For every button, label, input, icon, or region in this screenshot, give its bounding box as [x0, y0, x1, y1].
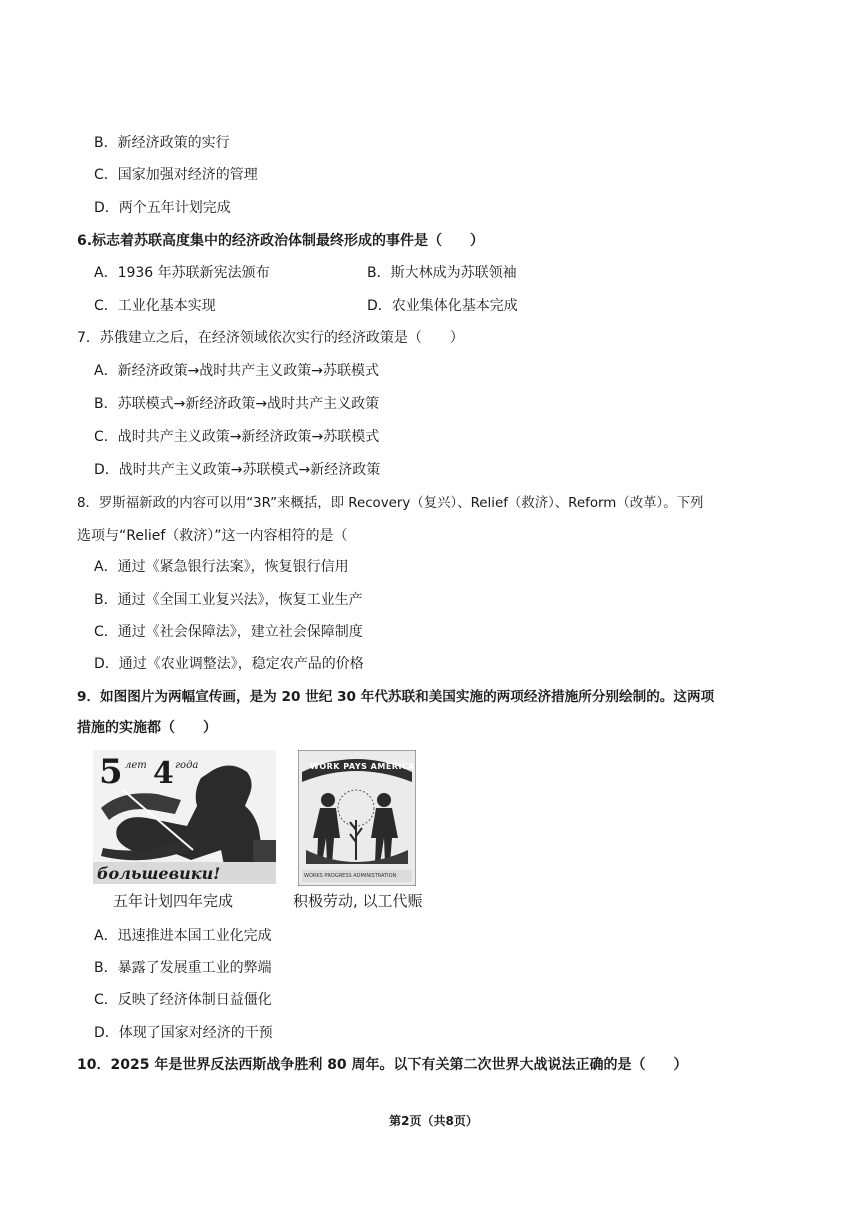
q8-option-b: B．通过《全国工业复兴法》，恢复工业生产 — [94, 592, 363, 608]
q6-option-b: B．斯大林成为苏联领袖 — [367, 265, 517, 281]
q7-option-a: A．新经济政策→战时共产主义政策→苏联模式 — [94, 363, 380, 379]
page-footer: 第2页（共8页） — [389, 1114, 478, 1128]
q5-option-b: B．新经济政策的实行 — [94, 135, 230, 151]
q8-option-c: C．通过《社会保障法》，建立社会保障制度 — [94, 624, 363, 640]
poster2-bottom-text: WORKS PROGRESS ADMINISTRATION — [304, 873, 397, 879]
q10-stem: 10．2025 年是世界反法西斯战争胜利 80 周年。以下有关第二次世界大战说法正确的是（ ） — [77, 1057, 688, 1073]
q8-option-d: D．通过《农业调整法》，稳定农产品的价格 — [94, 656, 364, 672]
q9-option-b: B．暴露了发展重工业的弊端 — [94, 960, 272, 976]
q6-stem: 6.标志着苏联高度集中的经济政治体制最终形成的事件是（ ） — [77, 233, 485, 249]
q6-option-c: C．工业化基本实现 — [94, 298, 216, 314]
poster1-small-text-2: года — [175, 760, 199, 771]
q6-option-a: A．1936 年苏联新宪法颁布 — [94, 265, 270, 281]
q5-option-d: D．两个五年计划完成 — [94, 200, 231, 216]
q8-stem-line1: 8．罗斯福新政的内容可以用“3R”来概括，即 Recovery（复兴）、Relief（救济）、Reform（改革）。下列 — [77, 496, 704, 511]
q7-option-d: D．战时共产主义政策→苏联模式→新经济政策 — [94, 462, 381, 478]
q7-stem: 7．苏俄建立之后，在经济领域依次实行的经济政策是（ ） — [77, 330, 464, 346]
poster1-number-four: 4 — [153, 756, 174, 791]
soviet-poster-image — [93, 750, 276, 884]
wpa-poster-image — [298, 750, 416, 886]
q9-option-d: D．体现了国家对经济的干预 — [94, 1025, 273, 1041]
q5-option-c: C．国家加强对经济的管理 — [94, 167, 258, 183]
q7-option-c: C．战时共产主义政策→新经济政策→苏联模式 — [94, 429, 380, 445]
poster1-small-text-1: лет — [125, 760, 147, 771]
poster2-caption: 积极劳动, 以工代赈 — [293, 892, 423, 910]
q9-stem-line1: 9．如图图片为两幅宣传画，是为 20 世纪 30 年代苏联和美国实施的两项经济措施所分别绘制的。这两项 — [77, 689, 715, 705]
poster1-bottom-slogan: большевики! — [97, 864, 221, 883]
poster1-caption: 五年计划四年完成 — [113, 892, 234, 910]
q6-option-d: D．农业集体化基本完成 — [367, 298, 518, 314]
q9-option-c: C．反映了经济体制日益僵化 — [94, 992, 272, 1008]
q9-stem-line2: 措施的实施都（ ） — [77, 720, 217, 736]
q8-option-a: A．通过《紧急银行法案》，恢复银行信用 — [94, 559, 349, 575]
q9-option-a: A．迅速推进本国工业化完成 — [94, 928, 272, 944]
poster1-number-five: 5 — [99, 752, 123, 792]
poster2-banner: WORK PAYS AMERICA — [310, 762, 415, 771]
q8-stem-line2: 选项与“Relief（救济）”这一内容相符的是（ — [77, 528, 348, 544]
q7-option-b: B．苏联模式→新经济政策→战时共产主义政策 — [94, 396, 380, 412]
